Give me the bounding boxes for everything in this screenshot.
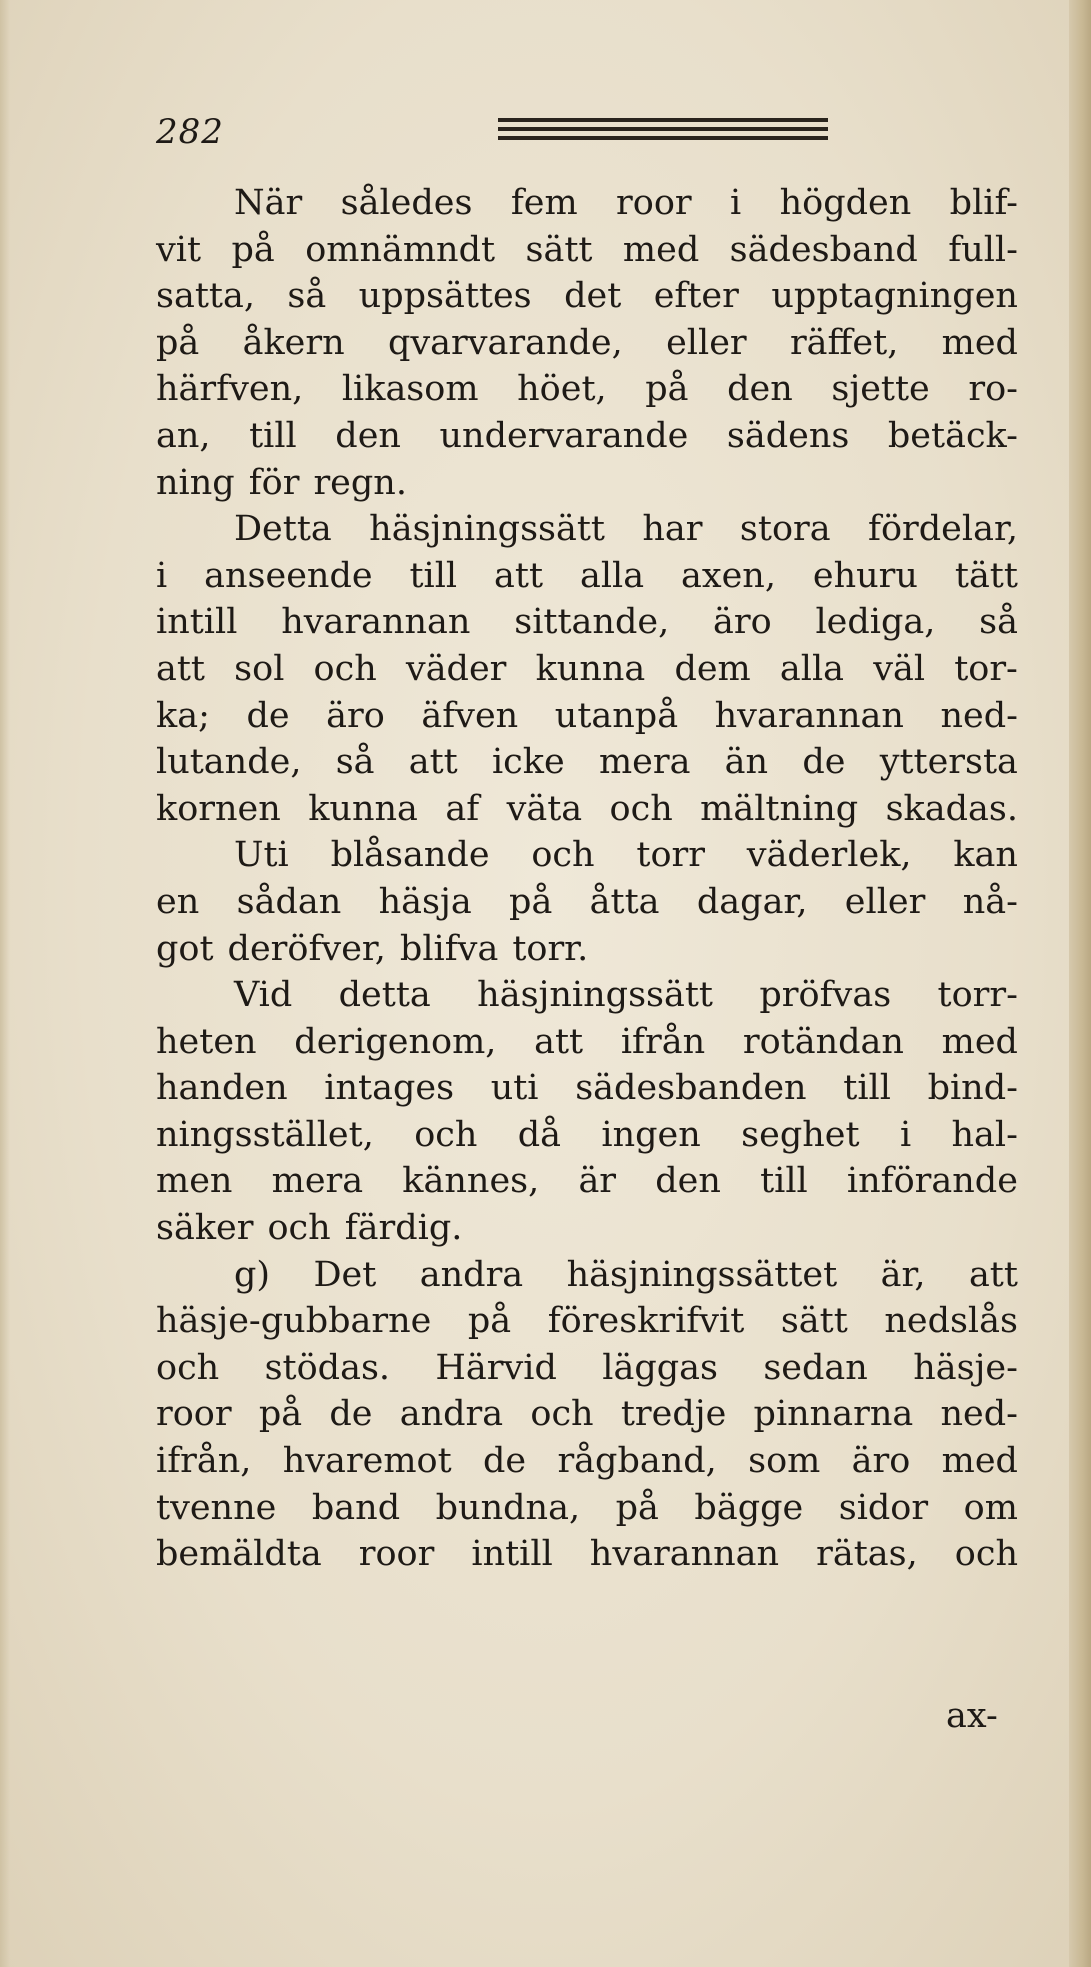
page-header xyxy=(156,112,1016,152)
text-line xyxy=(156,786,1018,833)
word: att xyxy=(156,648,205,689)
word: så xyxy=(979,602,1018,643)
word: och xyxy=(267,1208,331,1249)
word: för xyxy=(248,462,300,503)
word: rätas, xyxy=(816,1534,918,1575)
word: kornen xyxy=(156,788,281,829)
word: blif- xyxy=(949,183,1018,223)
word: upptagningen xyxy=(771,276,1018,317)
word: detta xyxy=(338,975,431,1016)
word: pinnarna xyxy=(753,1394,914,1435)
text-line xyxy=(156,413,1018,460)
word: men xyxy=(156,1161,233,1202)
word: med xyxy=(622,229,700,270)
word: sädesbanden xyxy=(575,1068,807,1109)
word: mera xyxy=(598,742,691,783)
word: af xyxy=(445,788,480,829)
word: uti xyxy=(490,1068,539,1109)
word: bind- xyxy=(927,1068,1018,1109)
word: roor xyxy=(156,1394,232,1435)
word: handen xyxy=(156,1068,288,1109)
word: deröfver, xyxy=(227,928,386,969)
word: kan xyxy=(953,835,1018,876)
word: häsja xyxy=(378,881,472,922)
page-edge-left xyxy=(0,0,10,1967)
word: således xyxy=(340,183,473,223)
word: Det xyxy=(313,1254,377,1295)
word: hal- xyxy=(951,1114,1018,1155)
text-line xyxy=(156,926,1018,973)
text-line xyxy=(156,366,1018,413)
word: ifrån, xyxy=(156,1441,252,1482)
word: äro xyxy=(851,1441,911,1482)
word: att xyxy=(494,555,544,596)
word: stödas. xyxy=(264,1347,391,1388)
word: fördelar, xyxy=(868,509,1018,550)
text-line xyxy=(156,1438,1018,1485)
word: höet, xyxy=(517,369,607,410)
text-line xyxy=(156,1205,1018,1252)
word: i xyxy=(156,555,168,596)
word: sedan xyxy=(763,1347,868,1388)
word: fem xyxy=(510,183,578,223)
word: roor xyxy=(616,183,692,223)
text-line xyxy=(156,1252,1018,1299)
word: rågband, xyxy=(557,1441,717,1482)
text-line xyxy=(156,273,1018,320)
word: hvaremot xyxy=(282,1441,452,1482)
word: föreskrifvit xyxy=(547,1301,745,1342)
word: uppsättes xyxy=(358,276,532,317)
word: tredje xyxy=(620,1394,727,1435)
word: väta xyxy=(506,788,583,829)
word: är xyxy=(578,1161,617,1202)
word: äro xyxy=(326,695,385,736)
text-line xyxy=(156,832,1018,879)
word: intages xyxy=(324,1068,455,1109)
word: läggas xyxy=(602,1347,718,1388)
word: kunna xyxy=(535,648,646,689)
word: ning xyxy=(156,462,235,503)
word: på xyxy=(467,1301,512,1342)
word: på xyxy=(258,1394,303,1435)
word: ifrån xyxy=(620,1021,706,1062)
word: väder xyxy=(405,648,507,689)
word: kunna xyxy=(308,788,418,829)
word: betäck- xyxy=(887,415,1018,456)
text-line xyxy=(156,506,1018,553)
word: den xyxy=(335,415,401,456)
word: andra xyxy=(399,1394,504,1435)
catchword: ax- xyxy=(946,1696,998,1736)
word: sätt xyxy=(525,229,593,270)
word: och xyxy=(954,1534,1018,1575)
word: de xyxy=(329,1394,373,1435)
word: Uti xyxy=(234,835,289,876)
word: Detta xyxy=(234,509,332,550)
word: hvarannan xyxy=(589,1534,780,1575)
word: dagar, xyxy=(696,881,808,922)
word: Vid xyxy=(234,975,293,1016)
word: ningsstället, xyxy=(156,1114,374,1155)
word: härfven, xyxy=(156,369,304,410)
word: eller xyxy=(844,881,926,922)
word: högden xyxy=(779,183,912,223)
word: till xyxy=(249,415,297,456)
word: de xyxy=(802,742,846,783)
text-line xyxy=(156,693,1018,740)
word: utanpå xyxy=(554,695,679,736)
word: an, xyxy=(156,415,211,456)
word: kännes, xyxy=(402,1161,540,1202)
word: got xyxy=(156,928,214,969)
text-line xyxy=(156,972,1018,1019)
word: bundna, xyxy=(435,1487,581,1528)
word: en xyxy=(156,881,200,922)
word: roor xyxy=(358,1534,435,1575)
page-edge-right xyxy=(1069,0,1091,1967)
word: lediga, xyxy=(815,602,936,643)
word: är, xyxy=(880,1254,926,1295)
text-line xyxy=(156,1345,1018,1392)
word: räffet, xyxy=(789,322,899,363)
word: icke xyxy=(491,742,565,783)
word: skadas. xyxy=(885,788,1018,829)
word: andra xyxy=(419,1254,524,1295)
word: och xyxy=(531,835,595,876)
word: anseende xyxy=(204,555,373,596)
word: undervarande xyxy=(439,415,689,456)
word: efter xyxy=(653,276,739,317)
word: Härvid xyxy=(435,1347,557,1388)
text-line xyxy=(156,460,1018,507)
word: att xyxy=(968,1254,1018,1295)
word: g) xyxy=(234,1254,271,1295)
word: häsjningssätt xyxy=(477,975,713,1016)
word: väl xyxy=(873,648,926,689)
word: att xyxy=(408,742,458,783)
text-line xyxy=(156,1158,1018,1205)
word: på xyxy=(645,369,689,410)
word: om xyxy=(963,1487,1018,1528)
word: eller xyxy=(666,322,747,363)
word: ned- xyxy=(940,1394,1018,1435)
word: åkern xyxy=(242,322,345,363)
word: så xyxy=(287,276,327,317)
word: lutande, xyxy=(156,742,302,783)
word: de xyxy=(246,695,290,736)
word: dem xyxy=(674,648,751,689)
word: yttersta xyxy=(879,742,1018,783)
word: den xyxy=(655,1161,721,1202)
text-line xyxy=(156,739,1018,786)
text-line xyxy=(156,1391,1018,1438)
word: än xyxy=(724,742,769,783)
text-line xyxy=(156,1019,1018,1066)
word: äfven xyxy=(421,695,519,736)
word: sädesband xyxy=(729,229,918,270)
word: sädens xyxy=(726,415,850,456)
word: till xyxy=(843,1068,891,1109)
word: tätt xyxy=(954,555,1018,596)
word: häsjningssätt xyxy=(369,509,605,550)
word: heten xyxy=(156,1021,257,1062)
word: stora xyxy=(739,509,831,550)
word: intill xyxy=(471,1534,553,1575)
word: och xyxy=(609,788,673,829)
word: det xyxy=(564,276,622,317)
word: då xyxy=(517,1114,562,1155)
word: mera xyxy=(271,1161,364,1202)
word: full- xyxy=(948,229,1018,270)
word: intill xyxy=(156,602,238,643)
word: band xyxy=(311,1487,401,1528)
word: och xyxy=(530,1394,594,1435)
word: tvenne xyxy=(156,1487,277,1528)
word: väderlek, xyxy=(746,835,912,876)
word: bägge xyxy=(694,1487,804,1528)
word: med xyxy=(941,1021,1018,1062)
word: mältning xyxy=(700,788,859,829)
word: åtta xyxy=(589,881,660,922)
word: torr. xyxy=(512,928,589,969)
text-line xyxy=(156,180,1018,227)
word: i xyxy=(730,183,742,223)
text-line xyxy=(156,227,1018,274)
header-rule xyxy=(498,118,828,144)
word: torr xyxy=(636,835,705,876)
word: häsje-gubbarne xyxy=(156,1301,432,1342)
word: i xyxy=(899,1114,912,1155)
word: införande xyxy=(846,1161,1018,1202)
text-line xyxy=(156,320,1018,367)
word: sätt xyxy=(780,1301,848,1342)
word: regn. xyxy=(313,462,407,503)
text-line xyxy=(156,1485,1018,1532)
word: sådan xyxy=(236,881,342,922)
text-line xyxy=(156,599,1018,646)
word: häsje- xyxy=(913,1347,1018,1388)
word: satta, xyxy=(156,276,255,317)
word: att xyxy=(534,1021,584,1062)
word: tor- xyxy=(954,648,1018,689)
word: rotändan xyxy=(742,1021,904,1062)
word: säker xyxy=(156,1208,254,1249)
word: till xyxy=(409,555,458,596)
word: pröfvas xyxy=(759,975,892,1016)
word: alla xyxy=(779,648,845,689)
word: sjette xyxy=(831,369,930,410)
word: den xyxy=(727,369,793,410)
word: äro xyxy=(713,602,772,643)
text-line xyxy=(156,1065,1018,1112)
word: häsjningssättet xyxy=(566,1254,838,1295)
word: seghet xyxy=(741,1114,860,1155)
word: har xyxy=(642,509,703,550)
word: axen, xyxy=(680,555,776,596)
word: de xyxy=(483,1441,527,1482)
word: blåsande xyxy=(330,835,490,876)
word: med xyxy=(941,1441,1018,1482)
text-line xyxy=(156,646,1018,693)
word: torr- xyxy=(937,975,1018,1016)
word: och xyxy=(313,648,377,689)
word: ehuru xyxy=(812,555,918,596)
word: vit xyxy=(156,229,202,270)
word: och xyxy=(414,1114,478,1155)
word: ingen xyxy=(601,1114,701,1155)
word: ka; xyxy=(156,695,210,736)
word: hvarannan xyxy=(281,602,471,643)
word: omnämndt xyxy=(305,229,496,270)
word: derigenom, xyxy=(294,1021,497,1062)
word: nedslås xyxy=(884,1301,1018,1342)
word: hvarannan xyxy=(714,695,904,736)
text-line xyxy=(156,1531,1018,1578)
word: sittande, xyxy=(514,602,670,643)
word: med xyxy=(941,322,1018,363)
word: likasom xyxy=(341,369,479,410)
text-line xyxy=(156,1112,1018,1159)
word: ro- xyxy=(968,369,1018,410)
word: nå- xyxy=(962,881,1018,922)
text-line xyxy=(156,1298,1018,1345)
word: och xyxy=(156,1347,220,1388)
word: som xyxy=(748,1441,821,1482)
word: på xyxy=(231,229,275,270)
body-text xyxy=(156,180,1018,1578)
word: bemäldta xyxy=(156,1534,322,1575)
word: på xyxy=(156,322,200,363)
word: När xyxy=(234,183,303,223)
text-line xyxy=(156,879,1018,926)
word: på xyxy=(615,1487,659,1528)
word: ned- xyxy=(940,695,1018,736)
word: på xyxy=(509,881,553,922)
word: blifva xyxy=(399,928,499,969)
word: sidor xyxy=(838,1487,929,1528)
word: till xyxy=(760,1161,808,1202)
word: alla xyxy=(579,555,645,596)
word: färdig. xyxy=(344,1208,463,1249)
page-number: 282 xyxy=(156,112,224,152)
word: qvarvarande, xyxy=(387,322,623,363)
word: sol xyxy=(234,648,285,689)
word: så xyxy=(335,742,375,783)
text-line xyxy=(156,553,1018,600)
